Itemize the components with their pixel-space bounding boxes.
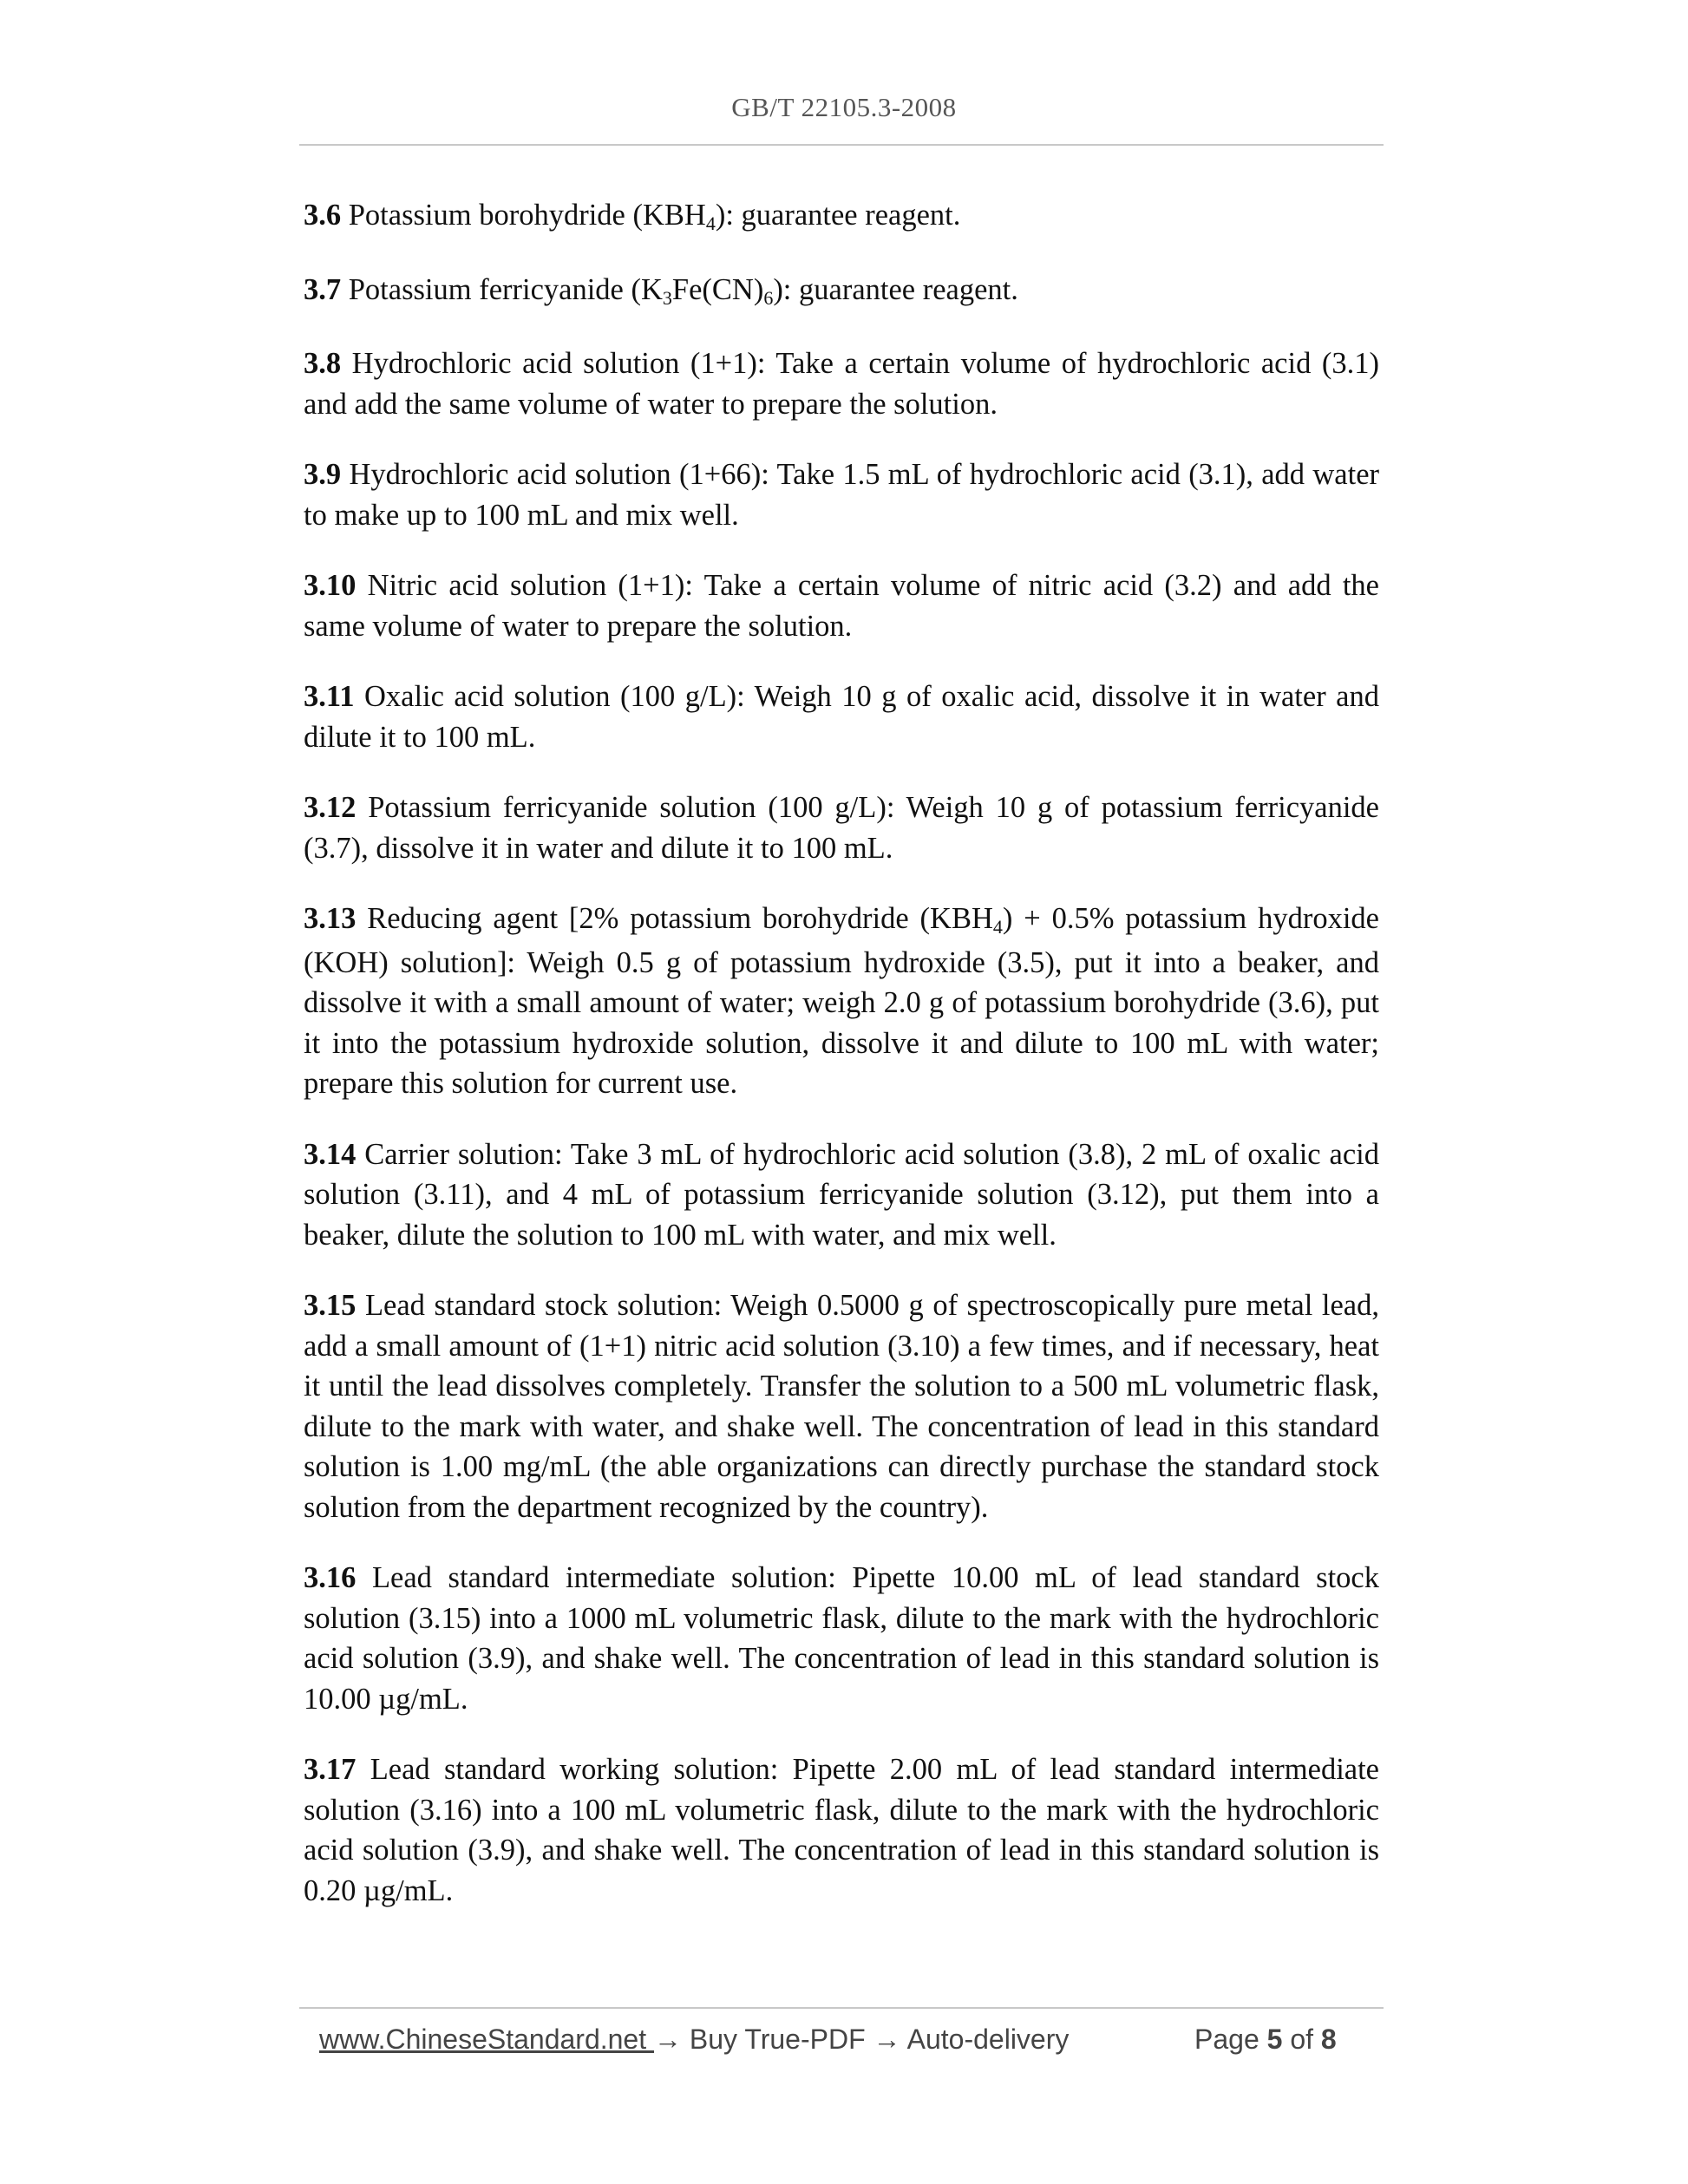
promo-text: → Buy True-PDF → Auto-delivery: [654, 2024, 1070, 2055]
clause-number: 3.7: [304, 272, 342, 306]
clause-text: Fe(CN): [671, 272, 764, 306]
clause-3-12: [304, 788, 1379, 868]
clause-text: ) + 0.5% potassium hydroxide (KOH) solution]: Weigh 0.5 g of potassium hydroxide (3.5), put it into a beaker, and dissolve it with a small amount of water; weigh 2.0 g of potassium borohydride (3.6), put it into the potassium hydroxide solution, dissolve it and dilute to 100 mL with water; prepare this solution for current use.: [304, 902, 1379, 1100]
page-current: 5: [1266, 2024, 1283, 2055]
website-link[interactable]: www.ChineseStandard.net: [319, 2024, 654, 2055]
page-total: 8: [1320, 2024, 1337, 2055]
footer-divider: [299, 2007, 1384, 2009]
clause-number: 3.14: [304, 1137, 357, 1171]
clause-text: Hydrochloric acid solution (1+1): Take a certain volume of hydrochloric acid (3.1) and add the same volume of water to prepare the solution.: [304, 347, 1379, 421]
subscript: 4: [992, 916, 1003, 938]
subscript: 6: [763, 286, 774, 309]
clause-number: 3.8: [304, 347, 342, 380]
header-divider: [299, 144, 1384, 146]
clause-text: Lead standard stock solution: Weigh 0.5000 g of spectroscopically pure metal lead, add a small amount of (1+1) nitric acid solution (3.10) a few times, and if necessary, heat it until the lead dissolves completely. Transfer the solution to a 500 mL volumetric flask, dilute to the mark with water, and shake well. The concentration of lead in this standard solution is 1.00 mg/mL (the able organizations can directly purchase the standard stock solution from the department recognized by the country).: [304, 1289, 1379, 1524]
clause-3-11: [304, 677, 1379, 757]
clause-3-14: [304, 1135, 1379, 1256]
subscript: 3: [662, 286, 672, 309]
clause-text: ): guarantee reagent.: [773, 272, 1018, 306]
clause-text: Lead standard working solution: Pipette 2.00 mL of lead standard intermediate solution (3.16) into a 100 mL volumetric flask, dilute to the mark with the hydrochloric acid solution (3.9), and shake well. The concentration of lead in this standard solution is 0.20 µg/mL.: [304, 1753, 1379, 1907]
document-body: [304, 195, 1379, 1941]
clause-3-16: [304, 1558, 1379, 1719]
clause-text: Carrier solution: Take 3 mL of hydrochloric acid solution (3.8), 2 mL of oxalic acid solution (3.11), and 4 mL of potassium ferricyanide solution (3.12), put them into a beaker, dilute the solution to 100 mL with water, and mix well.: [304, 1137, 1379, 1252]
clause-number: 3.6: [304, 199, 342, 232]
subscript: 4: [705, 213, 716, 234]
clause-number: 3.13: [304, 902, 357, 935]
clause-text: Potassium ferricyanide (K: [341, 272, 663, 306]
clause-3-17: [304, 1749, 1379, 1911]
clause-number: 3.16: [304, 1561, 357, 1594]
clause-text: ): guarantee reagent.: [715, 199, 961, 232]
clause-number: 3.12: [304, 791, 357, 824]
clause-text: Nitric acid solution (1+1): Take a certain volume of nitric acid (3.2) and add the same volume of water to prepare the solution.: [304, 569, 1379, 643]
document-header: GB/T 22105.3-2008: [731, 92, 957, 122]
page-indicator: [1194, 2024, 1337, 2056]
clause-number: 3.17: [304, 1753, 357, 1786]
clause-text: Hydrochloric acid solution (1+66): Take 1.5 mL of hydrochloric acid (3.1), add water to make up to 100 mL and mix well.: [304, 458, 1379, 532]
clause-3-7: [304, 270, 1379, 314]
page-footer: [319, 2024, 1377, 2056]
clause-3-6: [304, 195, 1379, 239]
clause-text: Oxalic acid solution (100 g/L): Weigh 10 g of oxalic acid, dissolve it in water and dilute it to 100 mL.: [304, 680, 1379, 754]
clause-3-13: [304, 899, 1379, 1104]
clause-3-15: [304, 1285, 1379, 1527]
clause-text: Potassium ferricyanide solution (100 g/L): Weigh 10 g of potassium ferricyanide (3.7), dissolve it in water and dilute it to 100 mL.: [304, 791, 1379, 865]
clause-text: Reducing agent [2% potassium borohydride (KBH: [356, 902, 993, 935]
clause-number: 3.11: [304, 680, 355, 713]
clause-text: Potassium borohydride (KBH: [341, 199, 706, 232]
clause-number: 3.15: [304, 1289, 357, 1322]
clause-3-10: [304, 566, 1379, 646]
clause-3-9: [304, 454, 1379, 535]
page-of: of: [1290, 2024, 1313, 2055]
clause-number: 3.9: [304, 458, 342, 491]
clause-text: Lead standard intermediate solution: Pipette 10.00 mL of lead standard stock solution (3.15) into a 1000 mL volumetric flask, dilute to the mark with the hydrochloric acid solution (3.9), and shake well. The concentration of lead in this standard solution is 10.00 µg/mL.: [304, 1561, 1379, 1716]
clause-number: 3.10: [304, 569, 357, 602]
clause-3-8: [304, 343, 1379, 424]
page-label: Page: [1194, 2024, 1259, 2055]
